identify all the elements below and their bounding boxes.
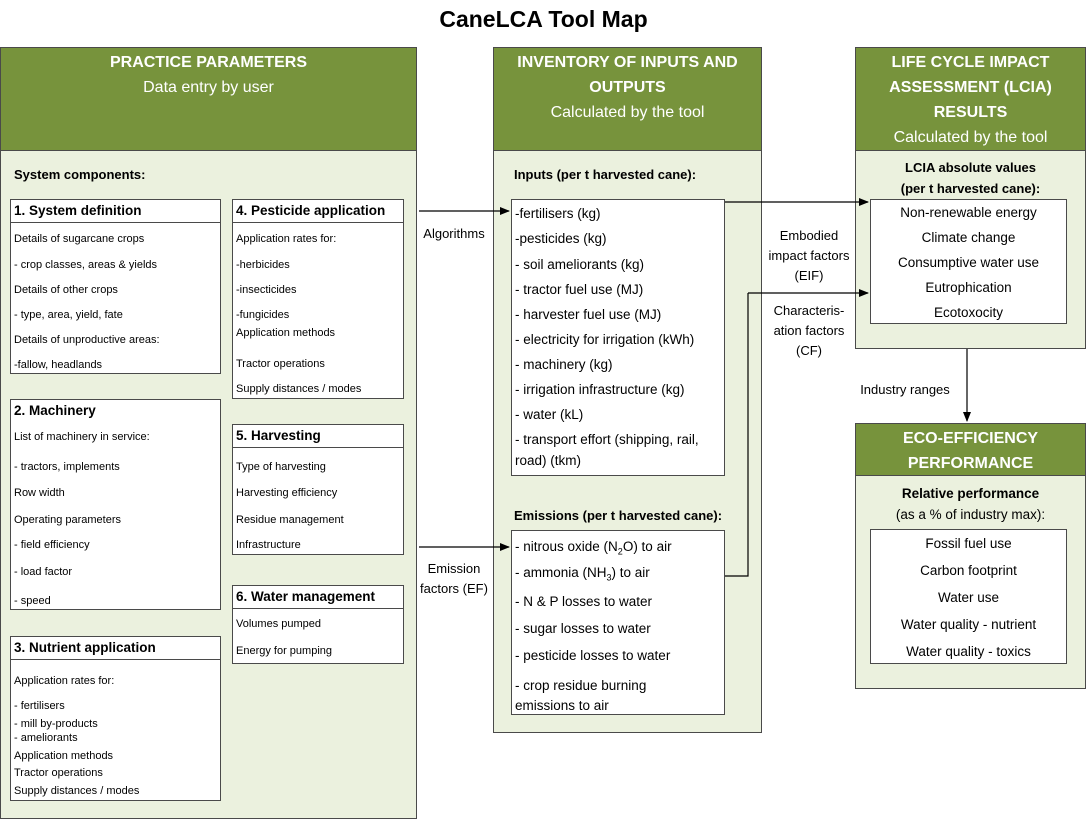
box-item: - type, area, yield, fate [14,309,123,321]
eco-heading-line2: PERFORMANCE [907,455,1034,472]
box-item: Application methods [236,327,336,339]
nh3-pre: - ammonia (NH [515,565,607,580]
eif-line1: Embodied [779,228,839,243]
lcia-item: Consumptive water use [897,255,1040,270]
inventory-heading-line2: OUTPUTS [589,79,666,96]
box-title: 5. Harvesting [233,425,403,448]
n2o-sub: 2 [617,546,623,557]
practice-subheading: Data entry by user [143,79,274,96]
cf-connector [725,293,748,576]
cf-line2: ation factors [773,323,845,338]
n2o-post: O) to air [622,539,672,554]
eco-item: Water quality - nutrient [900,617,1037,632]
cf-line3: (CF) [796,343,822,358]
input-item: - machinery (kg) [515,357,613,372]
box-item: Supply distances / modes [14,785,140,797]
input-item: - tractor fuel use (MJ) [515,282,644,297]
eco-item: Fossil fuel use [925,536,1012,551]
box-item: - speed [14,595,51,607]
box-item: -fungicides [236,309,290,321]
inventory-subheading: Calculated by the tool [550,104,705,121]
box-item: Application rates for: [236,233,337,245]
box-item: Details of other crops [14,284,118,296]
lcia-section-line1: LCIA absolute values [905,160,1036,175]
emissions-label: Emissions (per t harvested cane): [514,508,723,523]
box-title: 2. Machinery [14,403,96,418]
lcia-subheading: Calculated by the tool [893,129,1048,146]
box-item: Details of unproductive areas: [14,334,160,346]
input-item: -fertilisers (kg) [515,206,601,221]
box-title: 3. Nutrient application [11,637,220,660]
box-item: Application rates for: [14,675,115,687]
emission-factors-line2: factors (EF) [420,581,488,596]
nh3-sub: 3 [606,572,612,583]
input-item: - soil ameliorants (kg) [515,257,645,272]
emission-burn-line1: - crop residue burning [515,678,647,693]
input-item: - irrigation infrastructure (kg) [515,382,685,397]
inputs-label: Inputs (per t harvested cane): [514,167,697,182]
box-title: 4. Pesticide application [233,200,403,223]
emission-burn-line2: emissions to air [515,698,609,713]
lcia-heading-line2: ASSESSMENT (LCIA) [889,79,1052,96]
box-item: Tractor operations [236,358,325,370]
industry-ranges-label: Industry ranges [860,382,950,397]
box-item: Details of sugarcane crops [14,233,145,245]
box-item: Residue management [236,514,344,526]
eif-line2: impact factors [768,248,850,263]
eco-heading-line1: ECO-EFFICIENCY [902,430,1039,447]
input-item: road) (tkm) [515,453,582,468]
box-item: Supply distances / modes [236,383,362,395]
emission-pesticide: - pesticide losses to water [515,648,671,663]
box-item: Operating parameters [14,514,121,526]
box-item: - mill by-products [14,718,98,730]
box-title: 6. Water management [233,586,403,609]
system-components-label: System components: [14,167,146,182]
box-item: Type of harvesting [236,461,326,473]
box-item: Application methods [14,750,114,762]
input-item: - electricity for irrigation (kWh) [515,332,695,347]
box-item: -herbicides [236,259,290,271]
box-item: - field efficiency [14,539,90,551]
input-item: -pesticides (kg) [515,231,607,246]
box-title: 1. System definition [11,200,220,223]
eco-section-line1: Relative performance [901,486,1040,501]
input-item: - harvester fuel use (MJ) [515,307,662,322]
box-item: - ameliorants [14,732,78,744]
box-item: - crop classes, areas & yields [14,259,158,271]
box-item: - tractors, implements [14,461,120,473]
n2o-pre: - nitrous oxide (N [515,539,618,554]
emission-sugar: - sugar losses to water [515,621,651,636]
emission-factors-line1: Emission [427,561,481,576]
box-item: Energy for pumping [236,645,332,657]
lcia-item: Non-renewable energy [900,205,1037,220]
lcia-item: Climate change [921,230,1016,245]
box-item: - load factor [14,566,73,578]
lcia-item: Ecotoxocity [933,305,1004,320]
lcia-item: Eutrophication [925,280,1012,295]
input-item: - water (kL) [515,407,584,422]
box-item: Harvesting efficiency [236,487,338,499]
input-item: - transport effort (shipping, rail, [515,432,699,447]
lcia-section-line2: (per t harvested cane): [900,181,1041,196]
eif-line3: (EIF) [794,268,824,283]
practice-heading: PRACTICE PARAMETERS [109,54,308,71]
nh3-post: ) to air [611,565,650,580]
cf-line1: Characteris- [773,303,845,318]
box-item: Row width [14,487,65,499]
box-item: -fallow, headlands [14,359,103,371]
box-item: Infrastructure [236,539,301,551]
algorithms-label: Algorithms [423,226,485,241]
lcia-heading-line1: LIFE CYCLE IMPACT [891,54,1050,71]
lcia-heading-line3: RESULTS [933,104,1008,121]
box-item: List of machinery in service: [14,431,150,443]
page-title: CaneLCA Tool Map [439,6,648,32]
eco-item: Carbon footprint [920,563,1017,578]
eco-section-line2: (as a % of industry max): [895,507,1046,522]
eco-item: Water quality - toxics [906,644,1031,659]
box-item: Tractor operations [14,767,103,779]
emission-np: - N & P losses to water [515,594,653,609]
box-item: Volumes pumped [236,618,321,630]
eco-item: Water use [937,590,1000,605]
box-item: - fertilisers [14,700,65,712]
box-item: -insecticides [236,284,297,296]
inventory-heading-line1: INVENTORY OF INPUTS AND [517,54,738,71]
